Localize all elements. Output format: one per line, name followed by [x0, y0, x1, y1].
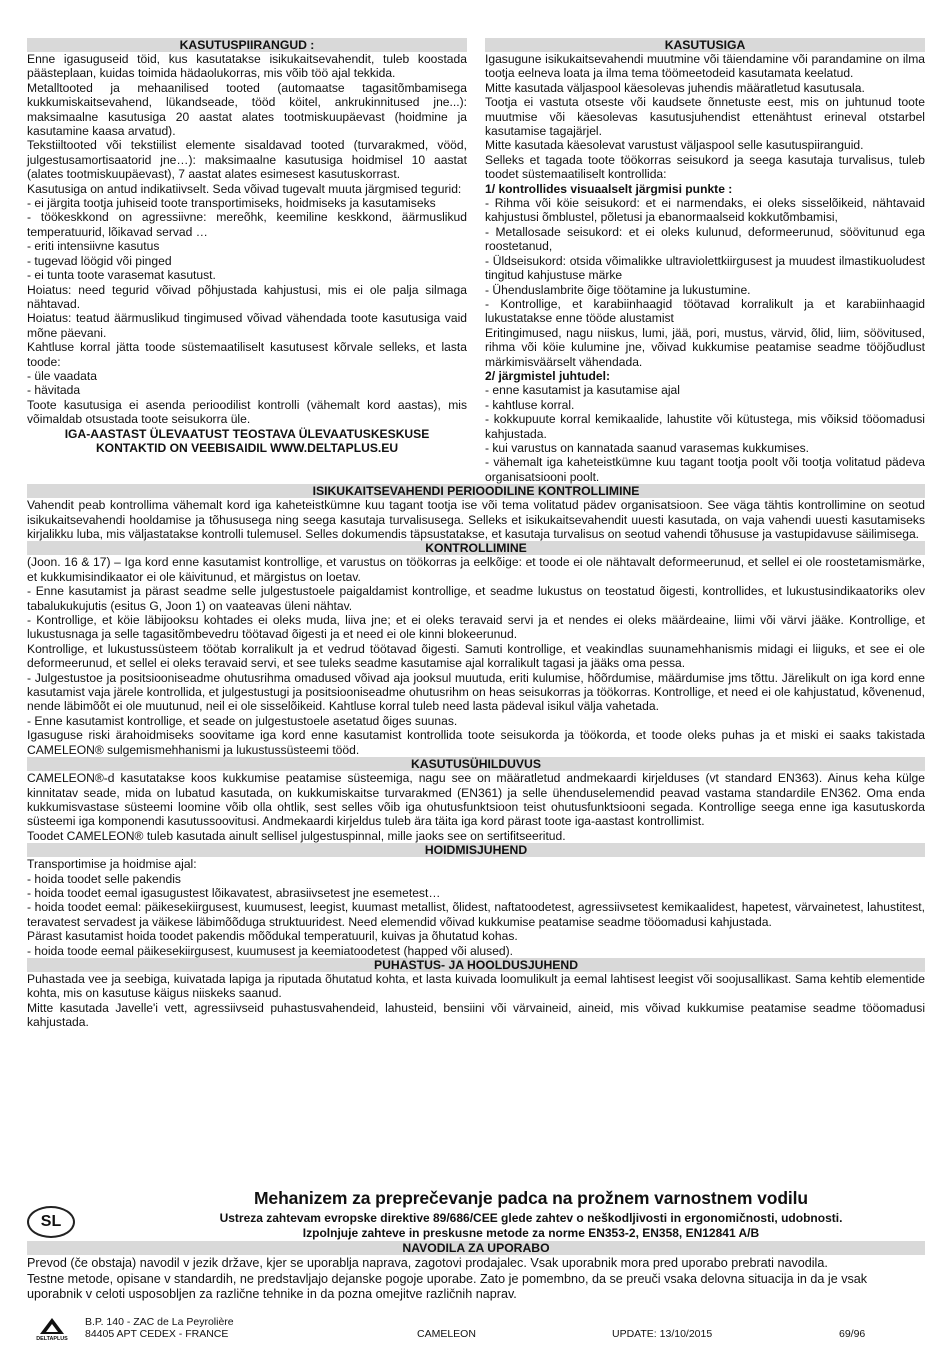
two-column-section [27, 38, 925, 484]
limits-p8: - tugevad löögid või pinged [27, 253, 172, 268]
storage-line-6: - hoida toode eemal päikesekiirgusest, kuumusest ja keemiatoodetest (happed või alused). [27, 943, 514, 958]
visual-check-1: - Rihma või köie seisukord: et ei narmendaks, ei oleks sisselõikeid, nähtavaid kahjustusi õmblustel, põletusi ja ebanormaalseid kokkutõmbamisi, [485, 196, 925, 225]
slovenian-directive: Ustreza zahtevam evropske direktive 89/686/CEE glede zahtev o neškodljivosti in ergonomičnosti, udobnosti. [219, 1211, 843, 1225]
page-number: 69/96 [839, 1328, 866, 1340]
control-p7: Igasuguse riski ärahoidmiseks soovitame iga kord enne kasutamist kontrollida toote seisukorda ja töökorda, et toode oleks puhas ja et miski ei saaks takistada CAMELEON® sulgemismehhanismi ja lukustussüsteemi tööd. [27, 728, 925, 757]
lifespan-p1: Igasugune isikukaitsevahendi muutmine või täiendamine või parandamine on ilma tootja eelneva loata ja ilma tema töömeetodeid kasutamata keelatud. [485, 52, 925, 81]
full-width-sections [27, 484, 925, 1029]
control-p2: - Enne kasutamist ja pärast seadme selle julgestustoele paigaldamist kontrollige, et seadme lukustus on teostatud õigesti, kontrollides, et lukustusindikaatoriks olev tabalukukujutis (esitus G, Joon 1) on vaateavas üleni nähtav. [27, 584, 925, 613]
slovenian-standards: Izpolnjuje zahteve in preskusne metode za norme EN353-2, EN358, EN12841 A/B [302, 1226, 760, 1240]
section-heading-periodic: ISIKUKAITSEVAHENDI PERIOODILINE KONTROLLIMINE [27, 484, 925, 498]
logo-text: DELTAPLUS [36, 1336, 68, 1342]
visual-check-5: - Kontrollige, et karabiinhaagid töötavad korralikult ja et karabiinhaagid lukustatakse enne tööde alustamist [485, 296, 925, 326]
limits-p2: Metalltooted ja mehaanilised tooted (automaatse tagasitõmbamisega kukkumiskaitsevahend, lükandseade, tööd köitel, ankrukinnitused jne...): maksimaalne kasutusiga 20 aastat alates tootmiskuupäevast (hoidmine ja kasutamine kaasa arvatud). [27, 80, 467, 139]
limits-p10: Hoiatus: need tegurid võivad põhjustada kahjustusi, mis ei ole palja silmaga nähtavad. [27, 282, 467, 311]
storage-line-2: - hoida toodet selle pakendis [27, 871, 181, 886]
limits-p4: Kasutusiga on antud indikatiivselt. Seda võivad tugevalt muuta järgmised tegurid: [27, 181, 462, 196]
limits-p7: - eriti intensiivne kasutus [27, 239, 160, 254]
case-4: - kui varustus on kannatada saanud varasemas kukkumises. [485, 440, 810, 455]
manual-page [27, 38, 925, 1030]
visual-check-4: - Ühenduslambrite õige töötamine ja lukustumine. [485, 282, 751, 297]
section-heading-limits: KASUTUSPIIRANGUD : [27, 38, 467, 52]
page-footer [27, 1316, 925, 1346]
limits-p14: - hävitada [27, 383, 81, 398]
cleaning-p1: Puhastada vee ja seebiga, kuivatada lapiga ja riputada õhutatud kohta, et lasta kuivada loomulikult ja eemal lahtisest leegist või soojusallikast. Sama kehtib elementide kohta, mis on kasutuse käigus niiskeks saanud. [27, 971, 925, 1001]
control-p6: - Enne kasutamist kontrollige, et seade on julgestustoele asetatud õiges suunas. [27, 713, 458, 728]
limits-p6: - töökeskkond on agressiivne: mereõhk, keemiline keskkond, äärmuslikud temperatuurid, lõikavad servad … [27, 210, 467, 239]
right-column [485, 38, 925, 484]
section-heading-instructions: NAVODILA ZA UPORABO [27, 1241, 925, 1255]
visual-check-heading: 1/ kontrollides visuaalselt järgmisi punkte : [485, 181, 733, 196]
section-heading-compat: KASUTUSÜHILDUVUS [27, 757, 925, 771]
cases-heading: 2/ järgmistel juhtudel: [485, 368, 610, 383]
address-line-1: B.P. 140 - ZAC de La Peyrolière [85, 1316, 234, 1328]
address-line-2: 84405 APT CEDEX - FRANCE [85, 1328, 229, 1340]
section-heading-lifespan: KASUTUSIGA [485, 38, 925, 52]
product-name: CAMELEON [417, 1328, 476, 1340]
compat-p2: Toodet CAMELEON® tuleb kasutada ainult sellisel julgestuspinnal, mille jaoks see on sertifitseeritud. [27, 828, 566, 843]
case-2: - kahtluse korral. [485, 397, 575, 412]
lifespan-p5: Selleks et tagada toote töökorras seisukord ja seega kasutaja turvalisus, tuleb toodet süstemaatiliselt kontrollida: [485, 152, 925, 182]
limits-p13: - üle vaadata [27, 368, 97, 383]
left-column [27, 38, 467, 484]
slovenian-title: Mehanizem za preprečevanje padca na prožnem varnostnem vodilu [253, 1188, 809, 1208]
lifespan-p3: Tootja ei vastuta otseste või kaudsete õnnetuste eest, mis on juhtunud toote muutmise või käesolevas kasutusjuhendist ettenähtust erineval otstarbel kasutamise tagajärjel. [485, 95, 925, 139]
limits-p15: Toote kasutusiga ei asenda perioodilist kontrolli (vähemalt kord aastas), mis võimaldab otsustada toote seisukorra üle. [27, 397, 467, 427]
section-heading-storage: HOIDMISJUHEND [27, 843, 925, 857]
instructions-p1: Prevod (če obstaja) navodil v jezik države, kjer se uporablja naprava, zagotovi prodajalec. Vsak uporabnik mora pred uporabo prebrati navodila. [27, 1256, 828, 1270]
update-date: UPDATE: 13/10/2015 [612, 1328, 713, 1340]
storage-line-5: Pärast kasutamist hoida toodet pakendis mõõdukal temperatuuril, kuivas ja õhutatud kohas. [27, 929, 518, 944]
inspection-notice-2: KONTAKTID ON VEEBISAIDIL WWW.DELTAPLUS.EU [95, 440, 399, 455]
periodic-text: Vahendit peab kontrollima vähemalt kord iga kaheteistkümne kuu tagant tootja ise või tema volitatud pädev organisatsioon. See väga tähtis kontrollimine on seotud isikukaitsevahendi hooldamise ja tõhususega ning seega kasutaja turvalisusega. Selleks et isikukaitsevahendit uuesti kasutada, on vaja vahendi uuesti kasutamiseks kirjalikku luba, mis väljastatakse kontrolli tulemusel. Selles dokumendis täpsustatakse, et kasutaja turvalisus on seotud vahendi tõhususe ja vastupidavuse säilimisega. [27, 498, 925, 541]
storage-line-3: - hoida toodet eemal igasugustest lõikavatest, abrasiivsetest jne esemetest… [27, 885, 441, 900]
deltaplus-logo [27, 1316, 77, 1342]
limits-p12: Kahtluse korral jätta toode süstemaatiliselt kasutusest kõrvale selleks, et lasta toode: [27, 340, 467, 369]
control-p1: (Joon. 16 & 17) – Iga kord enne kasutamist kontrollige, et varustus on töökorras ja eelkõige: et toode ei ole nähtavalt deformeerunud, et sellel ei ole roostetamismärke, et kukkumisindikaator ei ole käivitunud, et märgistus on loetav. [27, 555, 925, 584]
cleaning-p2: Mitte kasutada Javelle'i vett, agressiivseid puhastusvahendeid, lahusteid, bensiini või värvaineid, aineid, mis võivad kukkumise peatamise seadme tööomadusi kahjustada. [27, 1000, 925, 1030]
compat-p1: CAMELEON®-d kasutatakse koos kukkumise peatamise süsteemiga, nagu see on määratletud andmekaardi kirjelduses (vt standard EN363). Ainus keha külge kinnitatav seade, mida on lubatud kasutada, on kukkumiskaitse turvarakmed (EN361) ja selle ühenduselemendid peavad vastama standardile EN362. Oma enda kukkumisvastase süsteemi loomine võib olla ohtlik, sest selles võib iga ohutusfunktsioon teist ohutusfunktsiooni segada. Kontrollige seega enne iga kasutuskorda süsteemi iga komponendi kasutussoovitusi. Andmekaardi kirjeldus tuleb ära täita iga kord pärast toote iga-aastast kontrollimist. [27, 771, 925, 829]
inspection-notice-1: IGA-AASTAST ÜLEVAATUST TEOSTAVA ÜLEVAATUSKESKUSE [64, 426, 430, 441]
control-p3: - Kontrollige, et köie läbijooksu kohtades ei oleks muda, liiva jne; et ei oleks teravaid servi ja et nendes ei oleks määrdeaine, liimi või värvi jääke. Kontrollige, et lukustusnaga ja selle tagasitõmbevedru töötavad õigesti ja et need ei ole kinni blokeerunud. [27, 613, 925, 642]
limits-p5: - ei järgita tootja juhiseid toote transportimiseks, hoidmiseks ja kasutamiseks [27, 196, 436, 211]
limits-p3: Tekstiiltooted või tekstiilist elemente sisaldavad tooted (turvarakmed, vööd, julgestusamortisaatorid jne…): maksimaalne kasutusiga hoidmisel 10 aastat (alates tootmiskuupäevast), 7 aastat alates esimesest kasutuskorrast. [27, 138, 467, 182]
storage-line-4: - hoida toodet eemal: päikesekiirgusest, kuumusest, leegist, kuumast metallist, õlidest, naftatoodetest, agressiivsetest kemikaalidest, hapetest, värvainetest, lahustitest, teravatest servadest ja väikese läbimõõduga struktuuridest. Need elemendid võivad kukkumise peatamise seadme tööomadusi kahjustada. [27, 900, 925, 929]
language-badge: SL [27, 1206, 75, 1238]
visual-check-3: - Üldseisukord: otsida võimalikke ultraviolettkiirgusest ja muudest ilmastikuoludest tingitud kahjustuse märke [485, 253, 925, 283]
case-3: - kokkupuute korral kemikaalide, lahustite või kütustega, mis võiksid tööomadusi kahjustada. [485, 412, 925, 441]
visual-check-6: Eritingimused, nagu niiskus, lumi, jää, pori, mustus, värvid, õlid, liim, söövitused, rihma või köie kulumine jne, võivad kukkumise peatamise seadme tööjõudlust märkimisväärselt vähendada. [485, 325, 925, 369]
lifespan-p4: Mitte kasutada käesolevat varustust väljaspool selle kasutuspiiranguid. [485, 138, 864, 153]
limits-p9: - ei tunta toote varasemat kasutust. [27, 268, 216, 283]
instructions-p2: Testne metode, opisane v standardih, ne predstavljajo dejanske pogoje uporabe. Zato je pomembno, da se preuči vsaka delovna situacija in da je vsak uporabnik v celoti usposobljen za različne tehnike in da pozna omejitve različnih naprav. [27, 1272, 868, 1302]
control-p4: Kontrollige, et lukustussüsteem töötab korralikult ja et vedrud töötavad õigesti. Samuti kontrollige, et veakindlas suunamehhanismis midagi ei liiguks, et see ei ole deformeerunud, et sellel ei oleks teravaid servi, et see tuleks seadme kasutamise ajal korralikult tagasi ja jääks oma pessa. [27, 641, 925, 671]
control-p5: - Julgestustoe ja positsiooniseadme ohutusrihma omadused võivad aja jooksul muutuda, eriti kulumise, hõõrdumise, määrdumise jms tõttu. Järelikult on iga kord enne kasutamist vaja järele kontrollida, et julgestustugi ja positsiooniseadme ohutusrihm on heas seisukorras ja töökorras. Kontrollige, et need ei ole kahjustatud, kõvenenud, nende läbimõõt ei ole muutunud, neil ei ole sisselõikeid. Kahtluse korral tuleb need lasta pädeval isikul välja vahetada. [27, 670, 925, 714]
limits-p1: Enne igasuguseid töid, kus kasutatakse isikukaitsevahendit, tuleb koostada päästeplaan, kuidas toimida hädaolukorras, mis võib töö ajal tekkida. [27, 52, 467, 81]
section-heading-cleaning: PUHASTUS- JA HOOLDUSJUHEND [27, 958, 925, 972]
section-heading-control: KONTROLLIMINE [27, 541, 925, 555]
lifespan-p2: Mitte kasutada väljaspool käesolevas juhendis määratletud kasutusala. [485, 80, 865, 95]
limits-p11: Hoiatus: teatud äärmuslikud tingimused võivad vähendada toote kasutusiga vaid mõne päevani. [27, 311, 467, 340]
case-1: - enne kasutamist ja kasutamise ajal [485, 383, 680, 398]
visual-check-2: - Metallosade seisukord: et ei oleks kulunud, deformeerunud, söövitunud ega roostetanud, [485, 224, 925, 254]
company-address [85, 1316, 234, 1340]
case-5: - vähemalt iga kaheteistkümne kuu tagant tootja poolt või tootja volitatud pädeva organisatsiooni poolt. [485, 455, 925, 484]
storage-line-1: Transportimise ja hoidmise ajal: [27, 857, 197, 872]
